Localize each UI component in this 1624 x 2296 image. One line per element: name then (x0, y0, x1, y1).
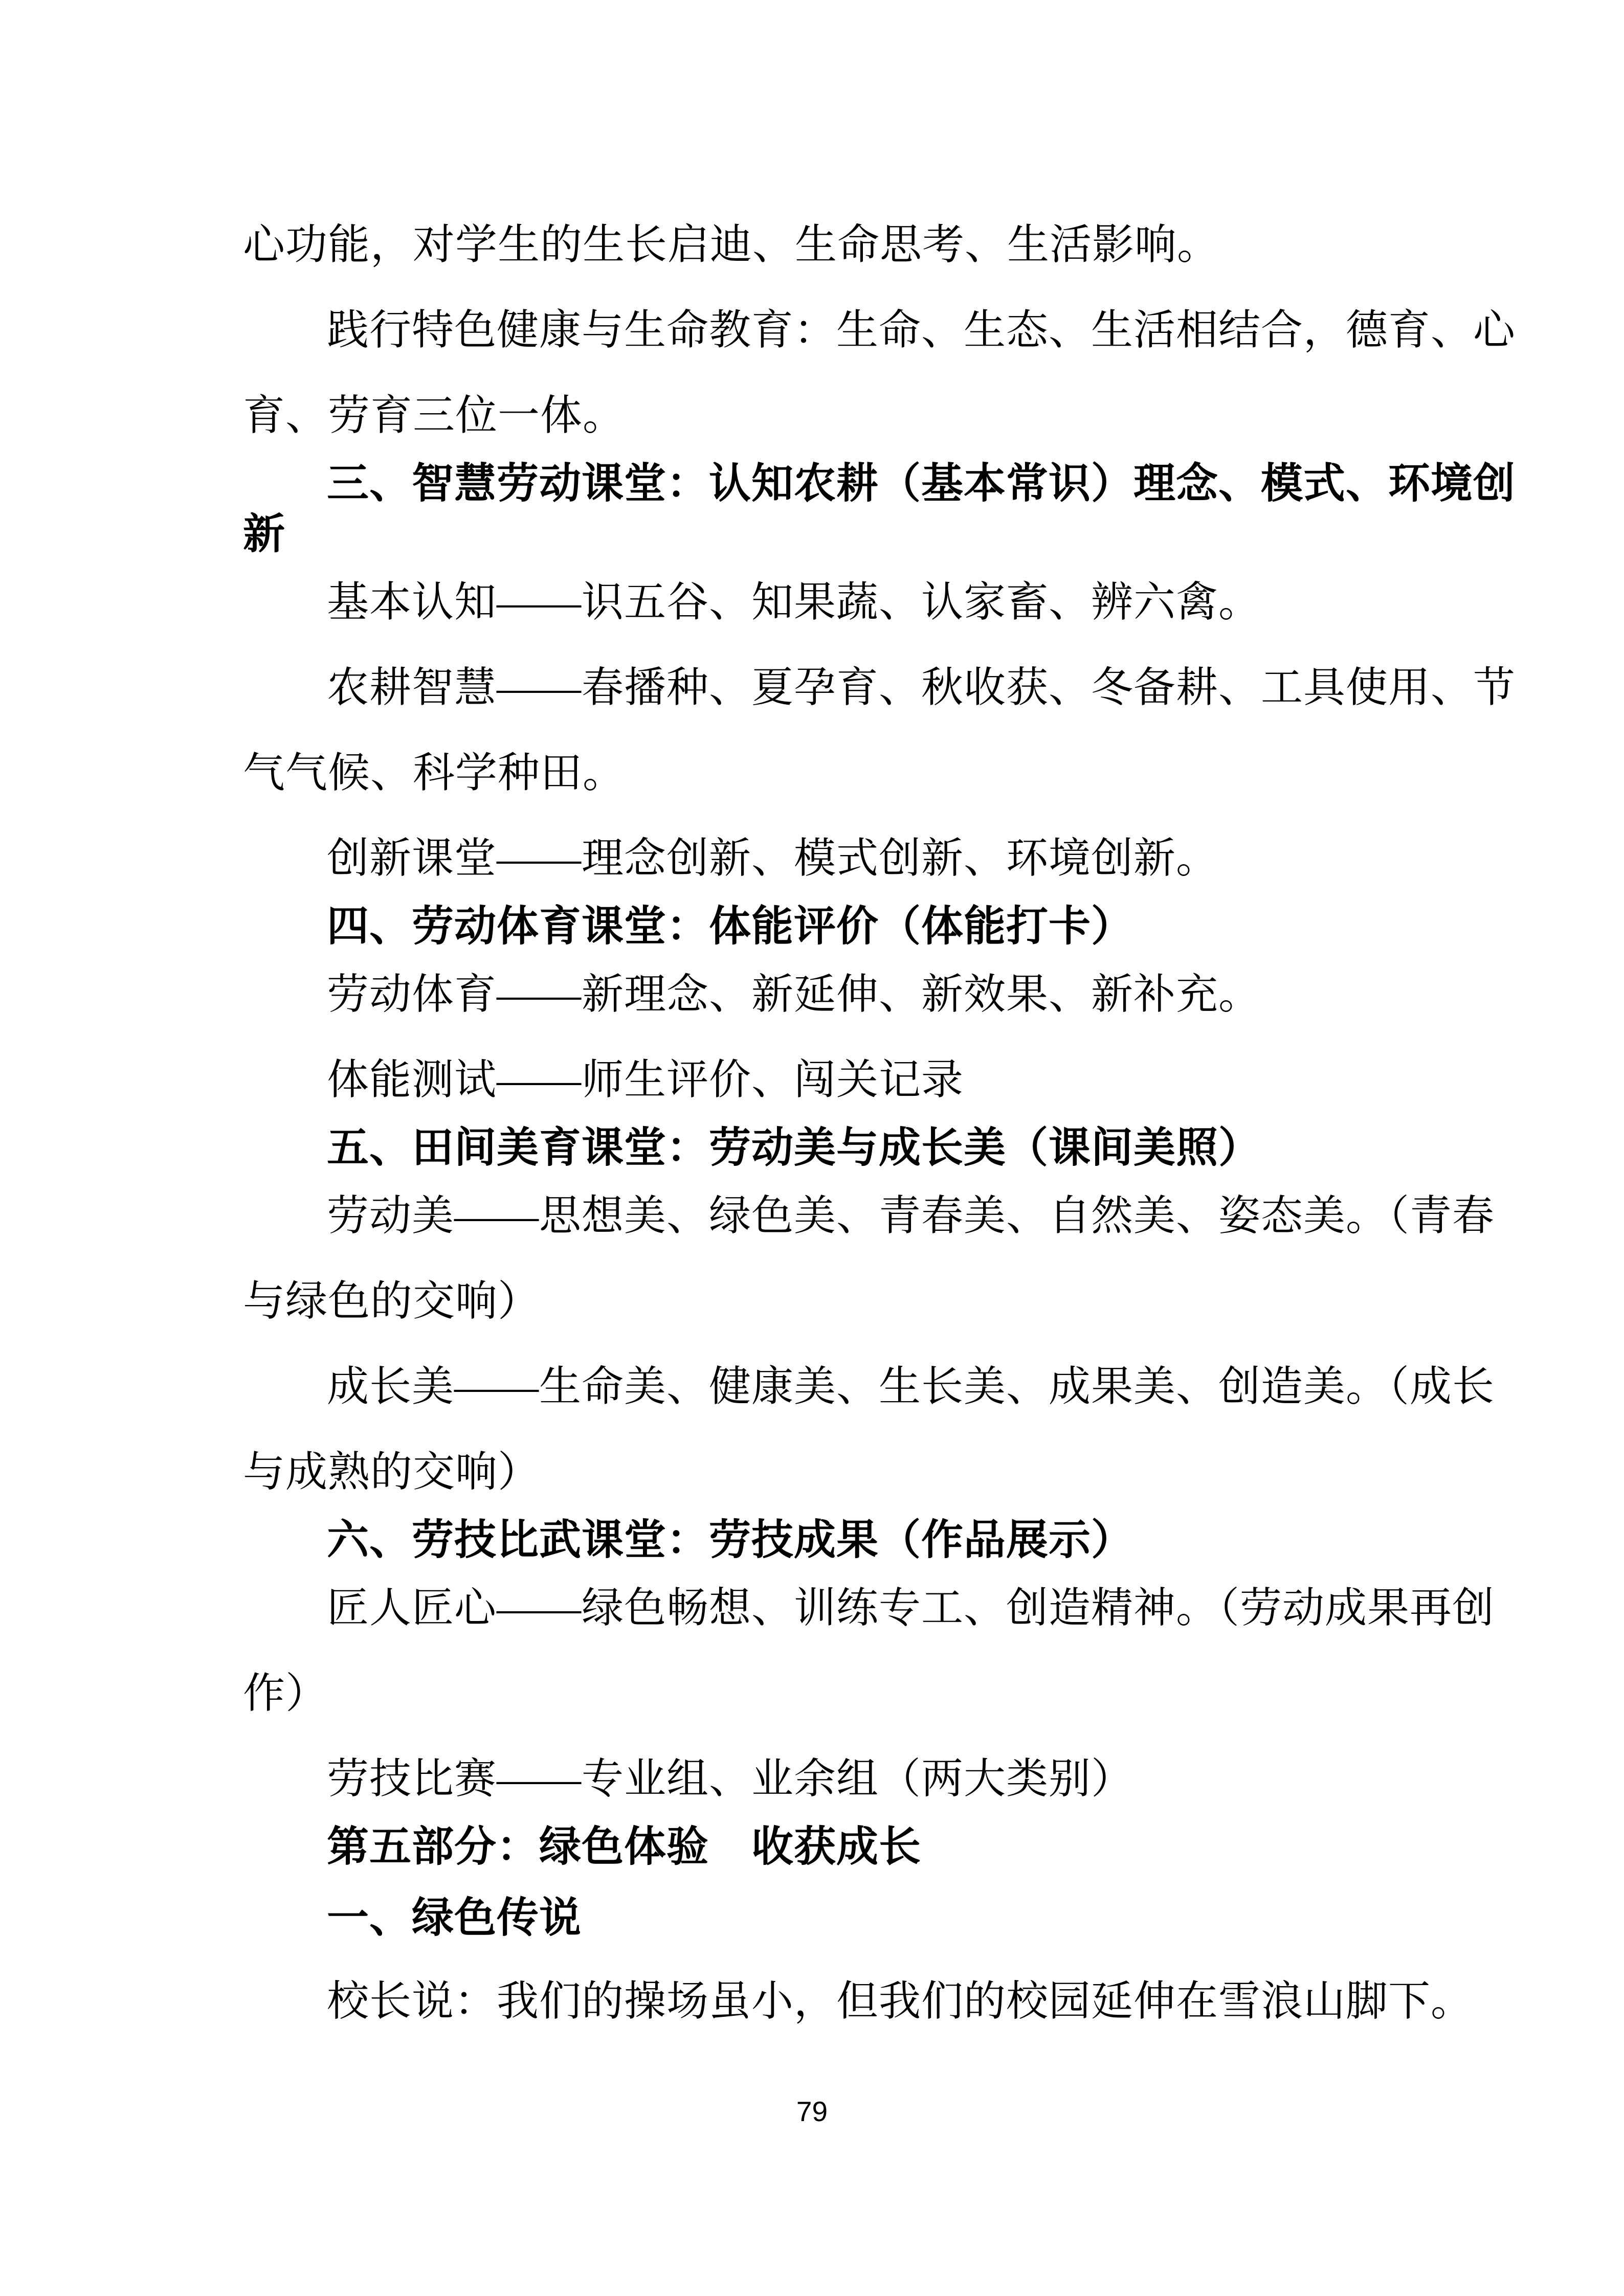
heading-line: 新 (243, 511, 286, 557)
paragraph-line: 践行特色健康与生命教育：生命、生态、生活相结合，德育、心 (327, 307, 1516, 353)
paragraph-line: 校长说：我们的操场虽小，但我们的校园延伸在雪浪山脚下。 (327, 1978, 1474, 2024)
heading-line: 六、劳技比武课堂：劳技成果（作品展示） (327, 1517, 1134, 1563)
paragraph-line: 劳动体育——新理念、新延伸、新效果、新补充。 (327, 971, 1261, 1018)
paragraph-line: 与绿色的交响） (243, 1278, 541, 1324)
paragraph-line: 成长美——生命美、健康美、生长美、成果美、创造美。（成长 (327, 1363, 1495, 1410)
paragraph-line: 劳动美——思想美、绿色美、青春美、自然美、姿态美。（青春 (327, 1192, 1495, 1239)
heading-line: 第五部分：绿色体验 收获成长 (327, 1824, 922, 1870)
paragraph-line: 心功能，对学生的生长启迪、生命思考、生活影响。 (243, 221, 1220, 268)
page-number: 79 (796, 2096, 828, 2127)
heading-line: 五、田间美育课堂：劳动美与成长美（课间美照） (327, 1124, 1261, 1171)
paragraph-line: 体能测试——师生评价、闯关记录 (327, 1056, 964, 1103)
paragraph-line: 农耕智慧——春播种、夏孕育、秋收获、冬备耕、工具使用、节 (327, 664, 1516, 711)
paragraph-line: 作） (243, 1670, 328, 1717)
paragraph-line: 劳技比赛——专业组、业余组（两大类别） (327, 1755, 1134, 1802)
heading-line: 三、智慧劳动课堂：认知农耕（基本常识）理念、模式、环境创 (327, 460, 1516, 507)
document-body (243, 202, 1516, 2044)
paragraph-line: 基本认知——识五谷、知果蔬、认家畜、辨六禽。 (327, 579, 1261, 625)
paragraph-line: 创新课堂——理念创新、模式创新、环境创新。 (327, 835, 1219, 882)
heading-line: 四、劳动体育课堂：体能评价（体能打卡） (327, 903, 1134, 950)
paragraph-line: 育、劳育三位一体。 (243, 392, 626, 439)
heading-line: 一、绿色传说 (327, 1895, 582, 1941)
paragraph-line: 气气候、科学种田。 (243, 750, 626, 796)
paragraph-line: 匠人匠心——绿色畅想、训练专工、创造精神。（劳动成果再创 (327, 1585, 1495, 1631)
paragraph-line: 与成熟的交响） (243, 1449, 541, 1495)
